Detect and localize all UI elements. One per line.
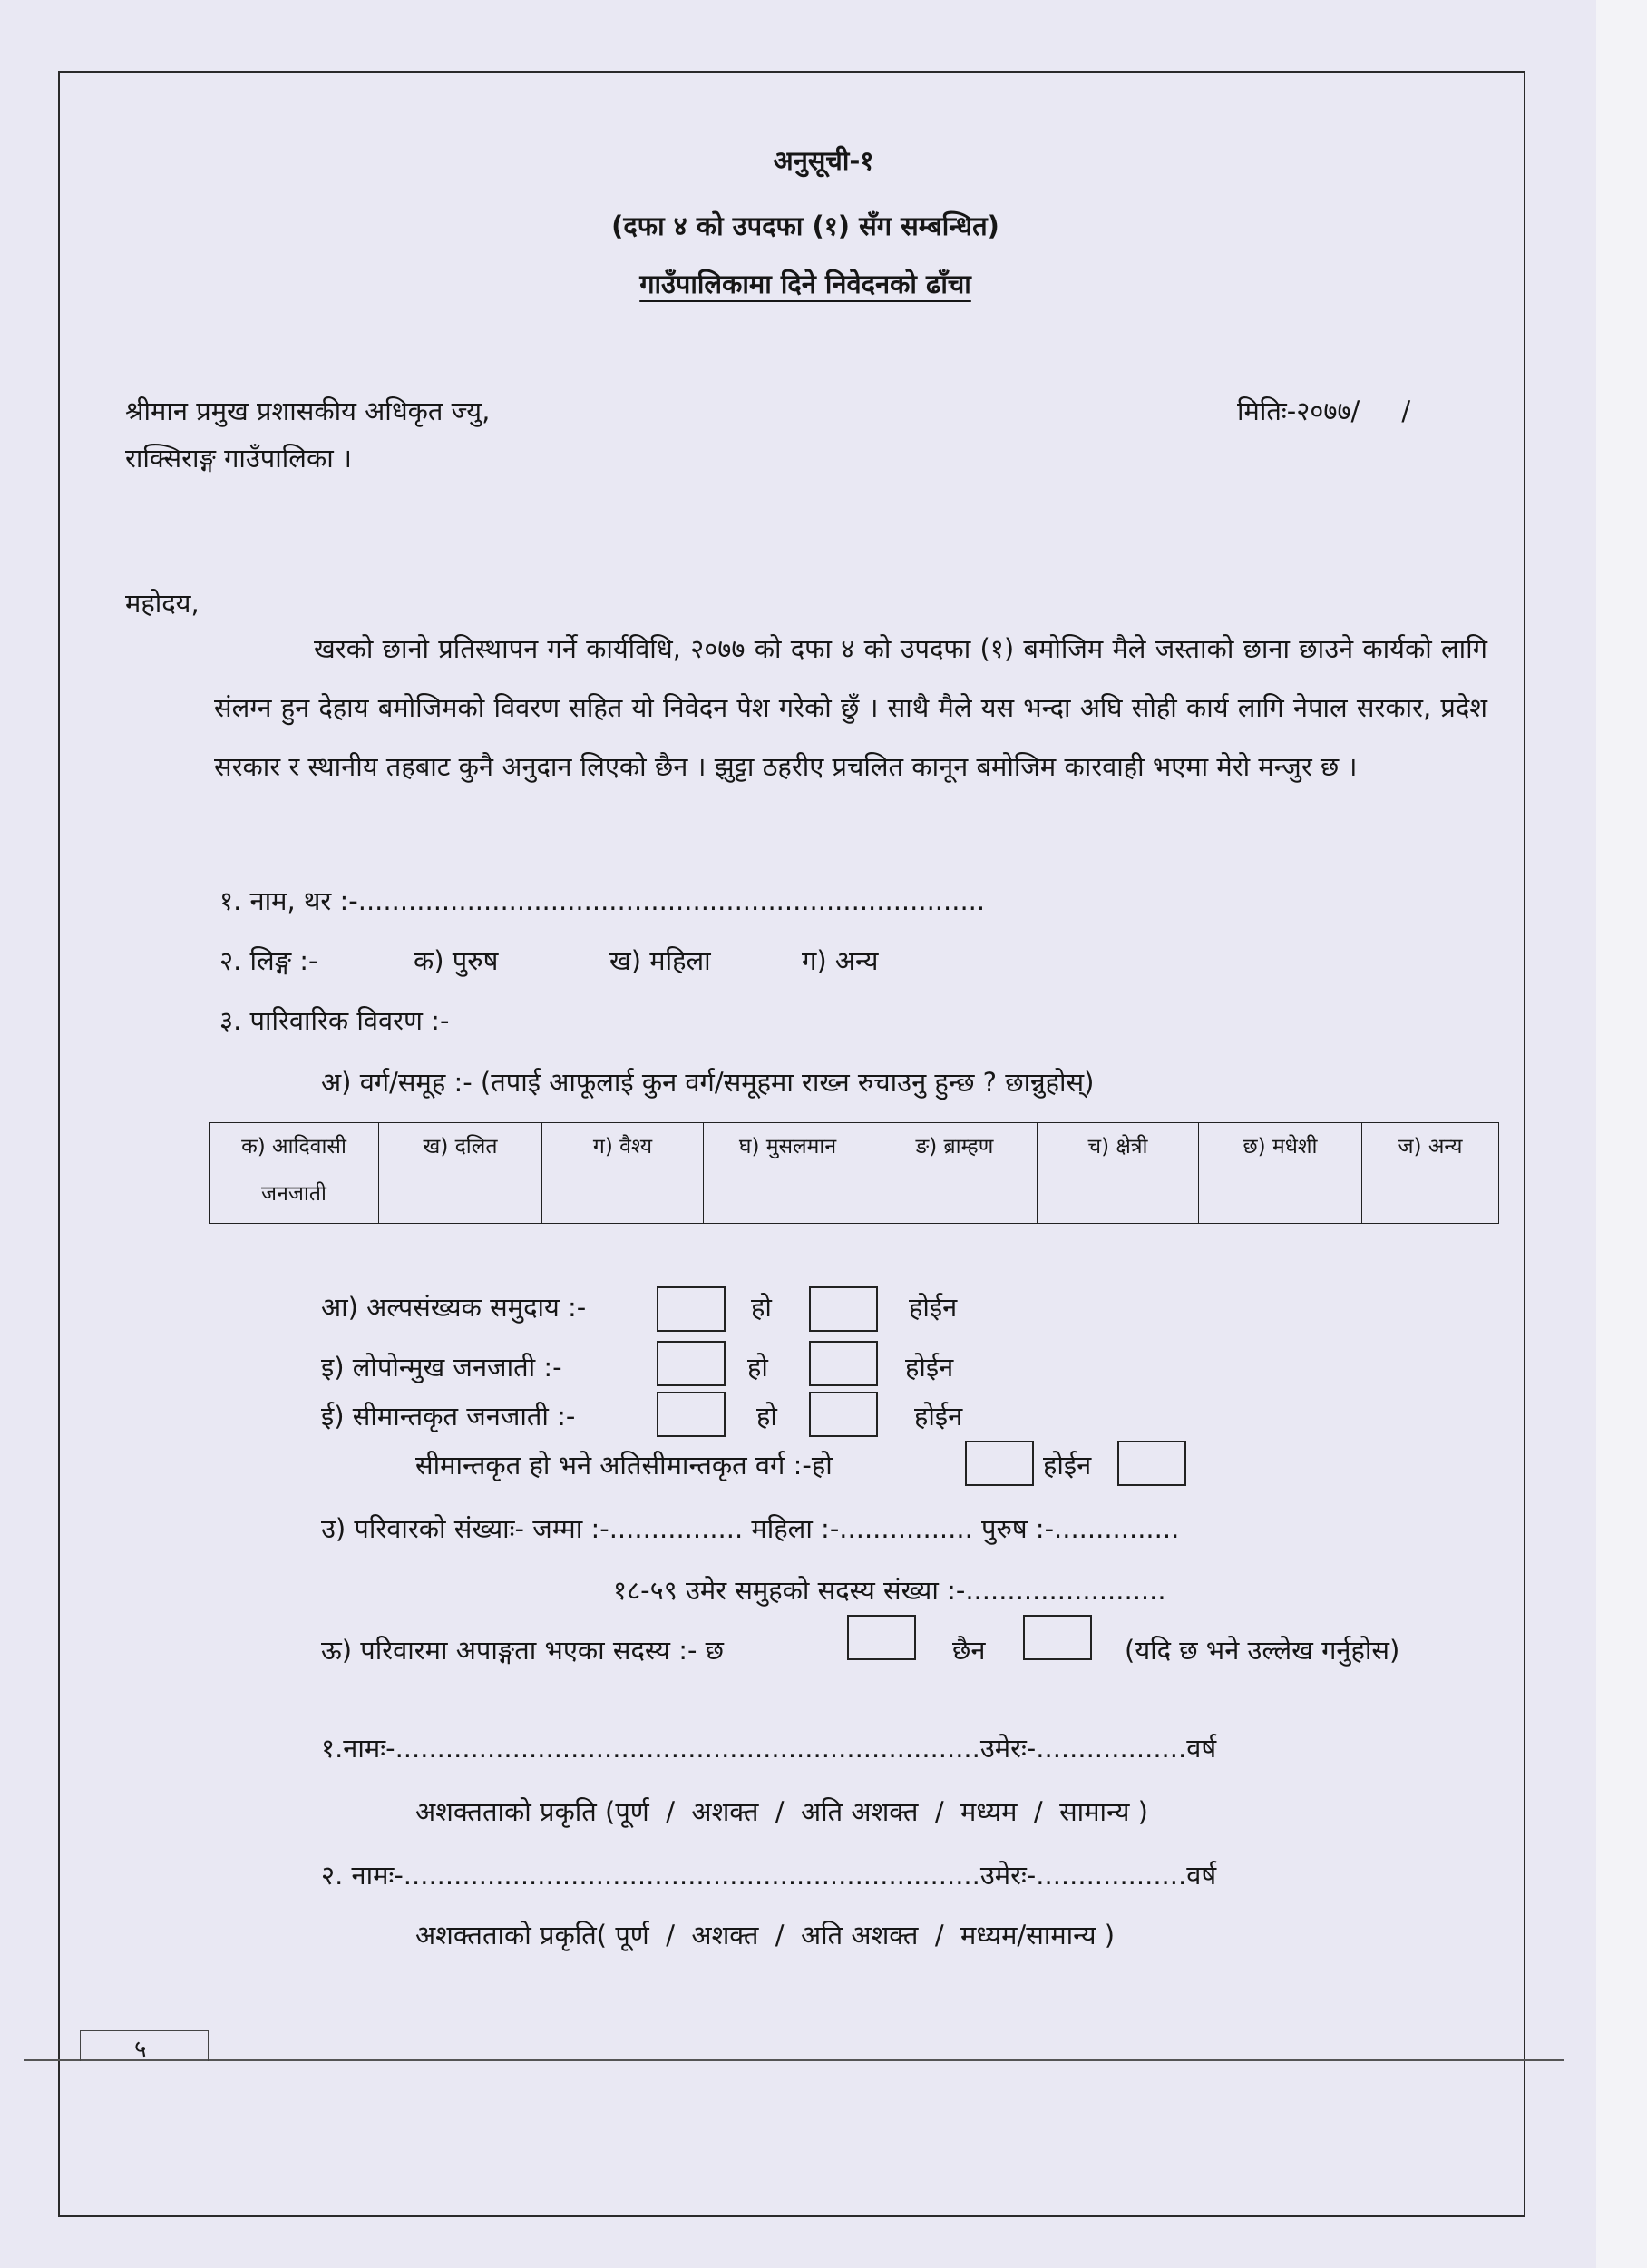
disability-yes-checkbox[interactable] (847, 1615, 916, 1660)
caste-cell-dalit[interactable]: ख) दलित (379, 1123, 542, 1224)
caste-cell-chhetri[interactable]: च) क्षेत्री (1038, 1123, 1199, 1224)
minority-no-label: होईन (909, 1292, 958, 1323)
family-count-field: उ) परिवारको संख्याः- जम्मा :-................ महिला :-................ पुरुष :-............... (321, 1513, 1180, 1544)
gender-option-male: क) पुरुष (414, 945, 499, 976)
highly-marginalized-no-label: होईन (1043, 1450, 1092, 1481)
marginalized-question: ई) सीमान्तकृत जनजाती :- (321, 1401, 576, 1432)
endangered-yes-label: हो (747, 1352, 768, 1383)
page-number: ५ (134, 2036, 147, 2063)
minority-yes-label: हो (751, 1292, 772, 1323)
highly-marginalized-yes-checkbox[interactable] (965, 1441, 1034, 1486)
address-line-1: श्रीमान प्रमुख प्रशासकीय अधिकृत ज्यु, (125, 396, 491, 426)
caste-cell-adivasi[interactable]: क) आदिवासी जनजाती (210, 1123, 379, 1224)
marginalized-no-label: होईन (914, 1401, 963, 1432)
form-title: गाउँपालिकामा दिने निवेदनको ढाँचा (639, 269, 971, 299)
family-details-label: ३. पारिवारिक विवरण :- (219, 1005, 450, 1036)
highly-marginalized-no-checkbox[interactable] (1117, 1441, 1186, 1486)
age-group-field: १८-५९ उमेर समुहको सदस्य संख्या :-........................ (613, 1575, 1166, 1606)
application-body (214, 620, 1487, 797)
minority-yes-checkbox[interactable] (657, 1286, 726, 1332)
schedule-subtitle: (दफा ४ को उपदफा (१) सँग सम्बन्धित) (611, 210, 999, 241)
endangered-yes-checkbox[interactable] (657, 1341, 726, 1386)
gender-option-female: ख) महिला (609, 945, 711, 976)
endangered-no-checkbox[interactable] (809, 1341, 878, 1386)
endangered-no-label: होईन (905, 1352, 954, 1383)
disabled-member-1-name: १.नामः-......................................................................उमेरः-..................वर्ष (321, 1733, 1217, 1764)
disabled-member-1-nature: अशक्तताको प्रकृति (पूर्ण / अशक्त / अति अशक्त / मध्यम / सामान्य ) (415, 1796, 1148, 1827)
disabled-member-2-nature: अशक्तताको प्रकृति( पूर्ण / अशक्त / अति अशक्त / मध्यम/सामान्य ) (415, 1920, 1116, 1950)
salutation: महोदय, (125, 588, 200, 619)
name-field: १. नाम, थर :-........................................................................... (219, 885, 986, 916)
disability-question: ऊ) परिवारमा अपाङ्गता भएका सदस्य :- छ (321, 1635, 724, 1666)
date-field: मितिः-२०७७/ / (1237, 396, 1411, 426)
endangered-question: इ) लोपोन्मुख जनजाती :- (321, 1352, 562, 1383)
caste-cell-vaishya[interactable]: ग) वैश्य (542, 1123, 704, 1224)
caste-group-table (209, 1122, 1499, 1224)
marginalized-yes-label: हो (756, 1401, 777, 1432)
disabled-member-2-name: २. नामः-.....................................................................उमेरः-..................वर्ष (321, 1860, 1217, 1891)
paper-edge (1596, 0, 1647, 2268)
table-row (210, 1123, 1499, 1224)
minority-question: आ) अल्पसंख्यक समुदाय :- (321, 1292, 587, 1323)
caste-cell-brahmin[interactable]: ङ) ब्राम्हण (872, 1123, 1038, 1224)
gender-label: २. लिङ्ग :- (219, 945, 318, 976)
schedule-title: अनुसूची-१ (773, 145, 874, 176)
body-text: खरको छानो प्रतिस्थापन गर्ने कार्यविधि, २०७७ को दफा ४ को उपदफा (१) बमोजिम मैले जस्ताको छाना छाउने कार्यको लागि संलग्न हुन देहाय बमोजिमको विवरण सहित यो निवेदन पेश गरेको छुँ । साथै मैले यस भन्दा अघि सोही कार्य लागि नेपाल सरकार, प्रदेश सरकार र स्थानीय तहबाट कुनै अनुदान लिएको छैन । झुट्टा ठहरीए प्रचलित कानून बमोजिम कारवाही भएमा मेरो मन्जुर छ । (214, 633, 1487, 782)
caste-cell-madhesi[interactable]: छ) मधेशी (1199, 1123, 1362, 1224)
marginalized-yes-checkbox[interactable] (657, 1392, 726, 1437)
disability-no-label: छैन (952, 1635, 986, 1666)
disability-no-checkbox[interactable] (1023, 1615, 1092, 1660)
disability-note: (यदि छ भने उल्लेख गर्नुहोस) (1125, 1635, 1400, 1666)
caste-cell-muslim[interactable]: घ) मुसलमान (704, 1123, 872, 1224)
footer-rule (24, 2059, 1564, 2061)
caste-cell-other[interactable]: ज) अन्य (1362, 1123, 1499, 1224)
address-line-2: राक्सिराङ्ग गाउँपालिका । (125, 443, 352, 474)
minority-no-checkbox[interactable] (809, 1286, 878, 1332)
highly-marginalized-question: सीमान्तकृत हो भने अतिसीमान्तकृत वर्ग :-हो (415, 1450, 833, 1481)
marginalized-no-checkbox[interactable] (809, 1392, 878, 1437)
caste-prompt: अ) वर्ग/समूह :- (तपाई आफूलाई कुन वर्ग/समूहमा राख्न रुचाउनु हुन्छ ? छान्नुहोस्) (321, 1067, 1095, 1098)
gender-option-other: ग) अन्य (802, 945, 879, 976)
